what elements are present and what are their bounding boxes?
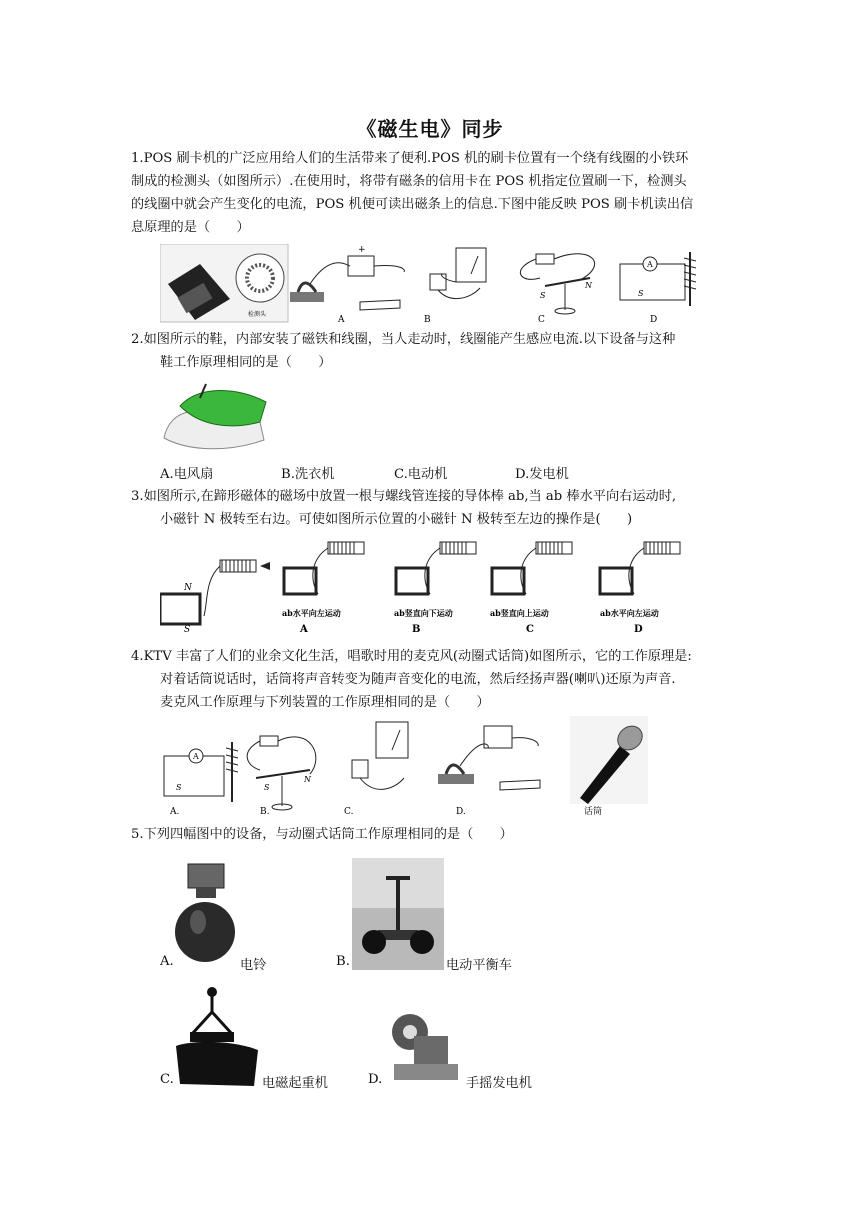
q5-option-c-letter[interactable]: C.	[160, 1072, 174, 1087]
q3-label-b: B	[412, 624, 421, 635]
q2-option-c[interactable]: C.电动机	[394, 467, 448, 482]
q4-figure-c	[352, 722, 408, 789]
q1-label-c: C	[538, 315, 545, 324]
q3-line2: 小磁针 N 极转至右边。可使如图所示位置的小磁针 N 极转至左边的操作是( )	[160, 512, 633, 527]
q4-figure	[160, 716, 650, 820]
q5-line1: 5.下列四幅图中的设备，与动圈式话筒工作原理相同的是（ ）	[131, 827, 513, 842]
q2-line1: 2.如图所示的鞋，内部安装了磁铁和线圈，当人走动时，线圈能产生感应电流.以下设备与这种	[131, 332, 676, 347]
q4-label-c: C.	[344, 807, 354, 817]
svg-text:A: A	[193, 752, 199, 761]
q1-label-b: B	[424, 315, 431, 324]
q5-option-b-name: 电动平衡车	[446, 958, 512, 973]
q5-option-d-name: 手摇发电机	[466, 1076, 532, 1091]
q1-figure-a	[290, 245, 404, 310]
svg-text:+: +	[358, 245, 366, 255]
svg-text:S: S	[638, 289, 644, 298]
q4-line1: 4.KTV 丰富了人们的业余文化生活，唱歌时用的麦克风(动圈式话筒)如图所示，它的工作原理是:	[131, 649, 692, 664]
svg-text:N: N	[304, 775, 311, 784]
q3-label-a: A	[300, 624, 308, 635]
q4-line3: 麦克风工作原理与下列装置的工作原理相同的是（ ）	[160, 695, 490, 710]
hand-generator-image	[384, 1010, 466, 1088]
question-3	[131, 485, 761, 531]
q3-caption-a: ab水平向左运动	[282, 608, 341, 618]
q3-option-b-figure	[396, 542, 476, 594]
q3-label-c: C	[526, 624, 534, 635]
q1-label-a: A	[338, 315, 345, 324]
q4-line2: 对着话筒说话时，话筒将声音转变为随声音变化的电流，然后经扬声器(喇叭)还原为声音.	[160, 672, 676, 687]
svg-text:N: N	[585, 281, 592, 290]
question-1	[131, 147, 761, 239]
q3-option-c-figure	[492, 542, 572, 594]
q4-figure-d	[438, 726, 540, 790]
q2-option-d[interactable]: D.发电机	[515, 467, 569, 482]
q1-line3: 的线圈中就会产生变化的电流，POS 机便可读出磁条上的信息.下图中能反映 POS 刷卡机读出信	[131, 197, 694, 212]
svg-text:S: S	[176, 783, 182, 792]
q3-caption-b: ab竖直向下运动	[394, 608, 453, 618]
q1-figure-c	[520, 254, 594, 314]
question-4	[131, 645, 761, 714]
q2-line2: 鞋工作原理相同的是（ ）	[160, 355, 332, 370]
q4-figure-b	[247, 736, 316, 810]
q3-line1: 3.如图所示,在蹄形磁体的磁场中放置一根与螺线管连接的导体棒 ab,当 ab 棒水平向右运动时,	[131, 489, 677, 504]
q2-option-b[interactable]: B.洗衣机	[281, 467, 335, 482]
electromagnetic-crane-image	[172, 984, 262, 1088]
q2-option-a[interactable]: A.电风扇	[160, 467, 214, 482]
q1-figure-b	[430, 248, 486, 299]
q1-figure-d	[620, 252, 696, 306]
q4-label-d: D.	[456, 807, 466, 817]
q5-option-a-letter[interactable]: A.	[160, 954, 174, 969]
svg-text:N: N	[184, 583, 192, 593]
q1-figure	[160, 244, 720, 324]
q1-line1: 1.POS 刷卡机的广泛应用给人们的生活带来了便利.POS 机的刷卡位置有一个绕有线圈的小铁环	[131, 151, 689, 166]
balance-car-image	[352, 858, 444, 970]
q4-figure-a	[164, 742, 238, 802]
q3-original-setup	[160, 560, 270, 635]
q5-option-b-letter[interactable]: B.	[336, 954, 350, 969]
q3-label-d: D	[634, 624, 643, 635]
question-2	[131, 328, 761, 374]
svg-text:S: S	[184, 625, 191, 635]
shoe-image	[160, 378, 270, 456]
page-title: 《磁生电》同步	[356, 117, 504, 141]
svg-text:S: S	[264, 783, 270, 792]
detect-label: 检测头	[248, 311, 267, 318]
q5-option-c-name: 电磁起重机	[262, 1076, 328, 1091]
pos-photo	[160, 244, 288, 322]
mic-label: 话筒	[584, 807, 603, 817]
q1-line2: 制成的检测头（如图所示）.在使用时，将带有磁条的信用卡在 POS 机指定位置刷一下，检测头	[131, 174, 687, 189]
q4-label-a: A.	[170, 807, 180, 817]
q1-label-d: D	[650, 315, 658, 324]
microphone-image	[570, 716, 648, 804]
q2-options	[160, 463, 720, 482]
q1-line4: 息原理的是（ ）	[131, 220, 250, 235]
question-5	[131, 823, 761, 846]
q3-option-d-figure	[600, 542, 680, 594]
q5-option-d-letter[interactable]: D.	[368, 1072, 383, 1087]
electric-bell-image	[172, 858, 238, 970]
q3-figure	[160, 540, 700, 636]
q4-label-b: B.	[260, 807, 270, 817]
q3-caption-d: ab水平向左运动	[600, 608, 659, 618]
svg-text:A: A	[647, 260, 653, 269]
q5-option-a-name: 电铃	[240, 958, 267, 973]
svg-text:S: S	[540, 291, 546, 300]
q3-caption-c: ab竖直向上运动	[490, 608, 549, 618]
q3-option-a-figure	[284, 542, 364, 594]
